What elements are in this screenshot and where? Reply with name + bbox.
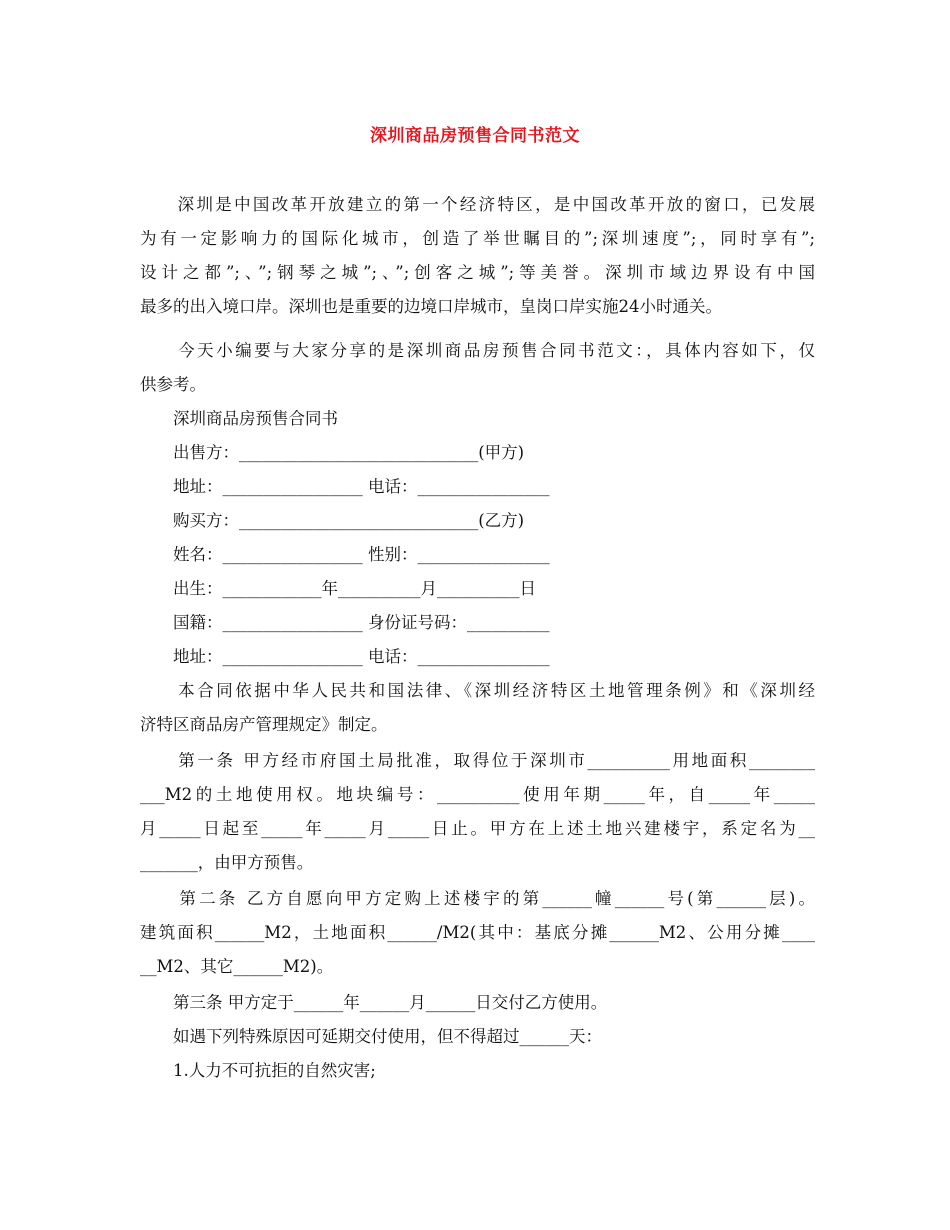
article-line: ___M2的土地使用权。地块编号：__________使用年期_____年，自_____年_____ <box>140 785 815 804</box>
buyer-field: 购买方：_____________________________(乙方) <box>140 511 525 530</box>
paragraph-line: 供参考。 <box>140 375 206 394</box>
article-line: __M2、其它______M2)。 <box>140 957 334 976</box>
article-line: 第三条 甲方定于______年______月______日交付乙方使用。 <box>140 993 608 1012</box>
paragraph-line: 深圳是中国改革开放建立的第一个经济特区，是中国改革开放的窗口，已发展 <box>140 195 815 214</box>
article-line: 第二条 乙方自愿向甲方定购上述楼宇的第______幢______号(第______层)。 <box>140 889 815 908</box>
nationality-field: 国籍：_________________ 身份证号码：__________ <box>140 613 550 632</box>
buyer-address-field: 地址：_________________ 电话：________________ <box>140 647 550 666</box>
article-line: 如遇下列特殊原因可延期交付使用，但不得超过______天： <box>140 1027 602 1046</box>
article-line: _______，由甲方预售。 <box>140 853 314 872</box>
birth-date-field: 出生：____________年__________月__________日 <box>140 579 536 598</box>
page-title: 深圳商品房预售合同书范文 <box>370 126 580 146</box>
list-item: 1.人力不可抗拒的自然灾害; <box>140 1061 376 1080</box>
seller-field: 出售方：_____________________________(甲方) <box>140 443 525 462</box>
paragraph-line: 为有一定影响力的国际化城市，创造了举世瞩目的”;深圳速度”;，同时享有”; <box>140 229 815 248</box>
article-line: 建筑面积______M2，土地面积______/M2(其中：基底分摊______M2、公用分摊____ <box>140 923 815 942</box>
article-line: 月_____日起至_____年_____月_____日止。甲方在上述土地兴建楼宇，系定名为__ <box>140 819 815 838</box>
paragraph-line: 设计之都”;、”;钢琴之城”;、”;创客之城”;等美誉。深圳市域边界设有中国 <box>140 263 815 282</box>
paragraph-line: 最多的出入境口岸。深圳也是重要的边境口岸城市，皇岗口岸实施24小时通关。 <box>140 297 722 316</box>
seller-address-field: 地址：_________________ 电话：________________ <box>140 477 550 496</box>
buyer-name-field: 姓名：_________________ 性别：________________ <box>140 545 550 564</box>
article-line: 第一条 甲方经市府国土局批准，取得位于深圳市__________用地面积________ <box>140 751 815 770</box>
paragraph-line: 今天小编要与大家分享的是深圳商品房预售合同书范文：，具体内容如下，仅 <box>140 341 815 360</box>
paragraph-line: 济特区商品房产管理规定》制定。 <box>140 715 388 734</box>
paragraph-line: 本合同依据中华人民共和国法律、《深圳经济特区土地管理条例》和《深圳经 <box>140 681 815 700</box>
contract-heading: 深圳商品房预售合同书 <box>140 409 338 428</box>
